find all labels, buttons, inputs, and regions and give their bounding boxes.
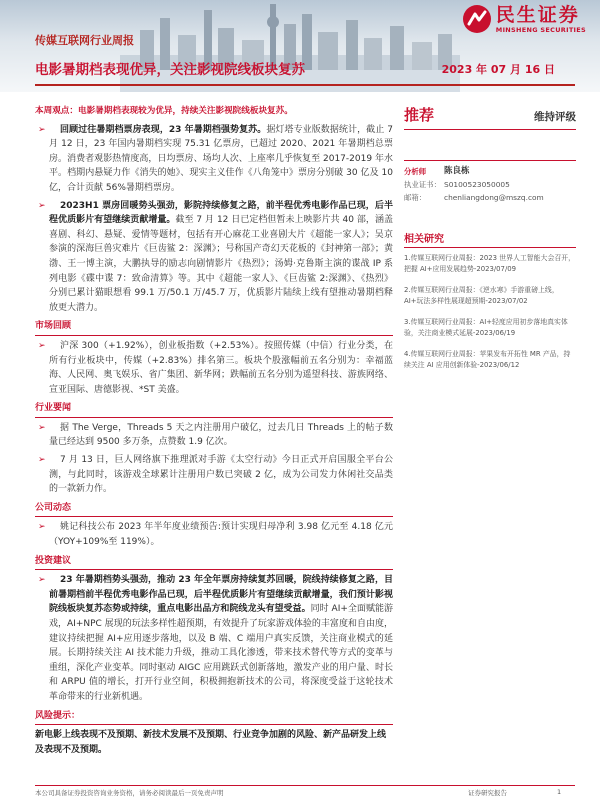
section-risk-warning: 风险提示： [35,709,393,726]
logo-chinese-name: 民生证券 [495,4,580,26]
arrow-bullet-icon: ➢ [38,455,46,466]
section-industry-news: 行业要闻 [35,401,393,418]
market-review-text: ➢ 沪深 300（+1.92%），创业板指数（+2.53%）。按照传媒（中信）行业分类，在所有行业板块中，传媒（+2.83%）排名第三。板块个股涨幅前五名分别为：幸福蓝海、人民网、奥飞娱乐、省广集团、新华网；跌幅前五名分别为遥望科技、游族网络、宣亚国际、唐德影视、*ST 美盛。 [38,340,393,395]
analyst-info [404,161,576,204]
related-research-item[interactable]: 1.传媒互联网行业周报：2023 世界人工智能大会召开，把握 AI+应用发展趋势-2023/07/09 [404,254,576,273]
arrow-bullet-icon: ➢ [38,200,46,211]
minsheng-logo [462,4,586,34]
rating-row [404,104,576,130]
logo-english-name: MINSHENG SECURITIES [495,26,586,34]
footer-report-type: 证券研究报告 [468,789,507,797]
paragraph-lead: 2023H1 票房回暖势头强劲，影院持续修复之路，前半程优秀电影作品已现，后半程优质影片有望继续贡献增量。 [49,200,393,226]
core-view: 本周观点：电影暑期档表现较为优异，持续关注影视院线板块复苏。 [35,106,293,116]
email-value[interactable]: chenliangdong@mszq.com [444,193,544,202]
footer-disclaimer: 本公司具备证券投资咨询业务资格，请务必阅读最后一页免责声明 [35,789,224,797]
report-header [0,0,600,92]
cert-value: S0100523050005 [444,180,510,189]
section-company-news: 公司动态 [35,501,393,518]
analyst-key: 分析师 [404,167,427,176]
sidebar [404,104,576,381]
rating-label: 维持评级 [534,111,576,123]
related-research-item[interactable]: 2.传媒互联网行业周报：《逆水寒》手游重磅上线，AI+玩法多样性展现超预期-2023/07/02 [404,286,559,305]
company-news-text: ➢ 姚记科技公布 2023 年半年度业绩预告:预计实现归母净利 3.98 亿元至 4.18 亿元（YOY+109%至 119%）。 [38,522,393,548]
paragraph-summer-box-office [35,123,393,196]
paragraph-h1-recovery [35,199,393,316]
arrow-bullet-icon: ➢ [38,422,46,433]
arrow-bullet-icon: ➢ [38,522,46,533]
analyst-name: 陈良栋 [444,166,470,176]
header-divider [35,84,575,86]
arrow-bullet-icon: ➢ [38,575,46,586]
related-research-item[interactable]: 4.传媒互联网行业周报：苹果发布开拓性 MR 产品，持续关注 AI 应用创新体验-2023/06/12 [404,350,571,369]
section-market-review: 市场回顾 [35,319,393,336]
arrow-bullet-icon: ➢ [38,124,46,135]
report-title: 电影暑期档表现优异，关注影视院线板块复苏 [35,62,305,78]
paragraph-lead: 回顾过往暑期档票房表现，23 年暑期档强势复苏。 [60,124,267,135]
cert-key: 执业证书： [404,180,441,189]
paragraph-text: 据灯塔专业版数据统计，截止 7 月 12 日，23 年国内暑期档实现 75.31 亿票房，已超过 2020、2021 年暑期档总票房。消费者观影热情度高，日均票房、场均人次、上座率几乎恢复至 2017-2019 年水平。档期内悬疑力作《消失的她》、现实主义佳作《八角笼中》票房分别破 30 亿及 10 亿，合计贡献 56%暑期档票房。 [49,124,393,193]
industry-news-item: ➢ 7 月 13 日，巨人网络旗下推理派对手游《太空行动》今日正式开启国服全平台公测，与此同时，该游戏全球累计注册用户数已突破 2 亿，成为公司发力休闲社交品类的一款新力作。 [38,455,393,495]
risk-warning-text: 新电影上线表现不及预期、新技术发展不及预期、行业竞争加剧的风险、新产品研发上线及表现不及预期。 [35,730,387,755]
footer-divider [35,785,575,786]
section-investment-advice: 投资建议 [35,554,393,571]
minsheng-logo-icon [462,4,492,34]
investment-advice-text: ➢ 23 年暑期档势头强劲，推动 23 年全年票房持续复苏回暖，院线持续修复之路，目前暑期档前半程优秀电影作品已现，后半程优质影片有望继续贡献增量，我们预计影视院线板块复苏态势或持续，重点电影出品方和院线龙头有望受益。同时 AI+全面赋能游戏，AI+NPC 展现的玩法多样性超预期，有效提升了玩家游戏体验的丰富度和自由度，建议持续把握 AI+应用逐步落地，以及 B 端、C 端用户真实反馈，关注商业模式的延展。长期持续关注 AI 技术能力升级，推动工具化渗透，带来技术替代等方式的变革与重组，深化产业变革。同时驱动 AIGC 应用跳跃式创新落地，激发产业的用户量、时长和 ARPU 值的增长，打开行业空间，积极拥抱新技术的公司，将深度受益于这轮技术革命带来的行业新机遇。 [38,575,393,702]
city-skyline-image [120,0,460,92]
related-research-heading: 相关研究 [404,230,576,248]
paragraph-text: 截至 7 月 12 日已定档但暂未上映影片共 40 部，涵盖喜剧、科幻、悬疑、爱情等题材，包括有开心麻花工业喜剧大片《超能一家人》；吴京参演的深海巨兽灾难片《巨齿鲨 2：深渊》；号称国产奇幻天花板的《封神第一部》；黄渤、王一博主演，大鹏执导的励志向剧情影片《热烈》；汤姆·克鲁斯主演的谍战 IP 系列电影《碟中谍 7：致命清算》等。其中《超能一家人》、《巨齿鲨 2:深渊》、《热烈》分别已累计猫眼想看 99.1 万/50.1 万/45.7 万，优质影片陆续上线有望推动暑期档释放更大潜力。 [49,215,393,313]
report-series: 传媒互联网行业周报 [35,34,134,47]
email-key: 邮箱： [404,193,427,202]
arrow-bullet-icon: ➢ [38,340,46,351]
related-research-item[interactable]: 3.传媒互联网行业周报：AI+轻度应用初步落地真实体验，关注商业模式延展-2023/06/19 [404,318,568,337]
related-research-list [404,253,576,370]
report-date: 2023 年 07 月 16 日 [441,63,555,76]
recommend-label: 推荐 [404,106,435,124]
industry-news-item: ➢ 据 The Verge，Threads 5 天之内注册用户破亿，过去几日 Threads 上的帖子数量已经达到 9500 多万条，点赞数 1.9 亿次。 [38,422,393,448]
main-content [35,104,393,757]
page-number: 1 [557,788,562,796]
